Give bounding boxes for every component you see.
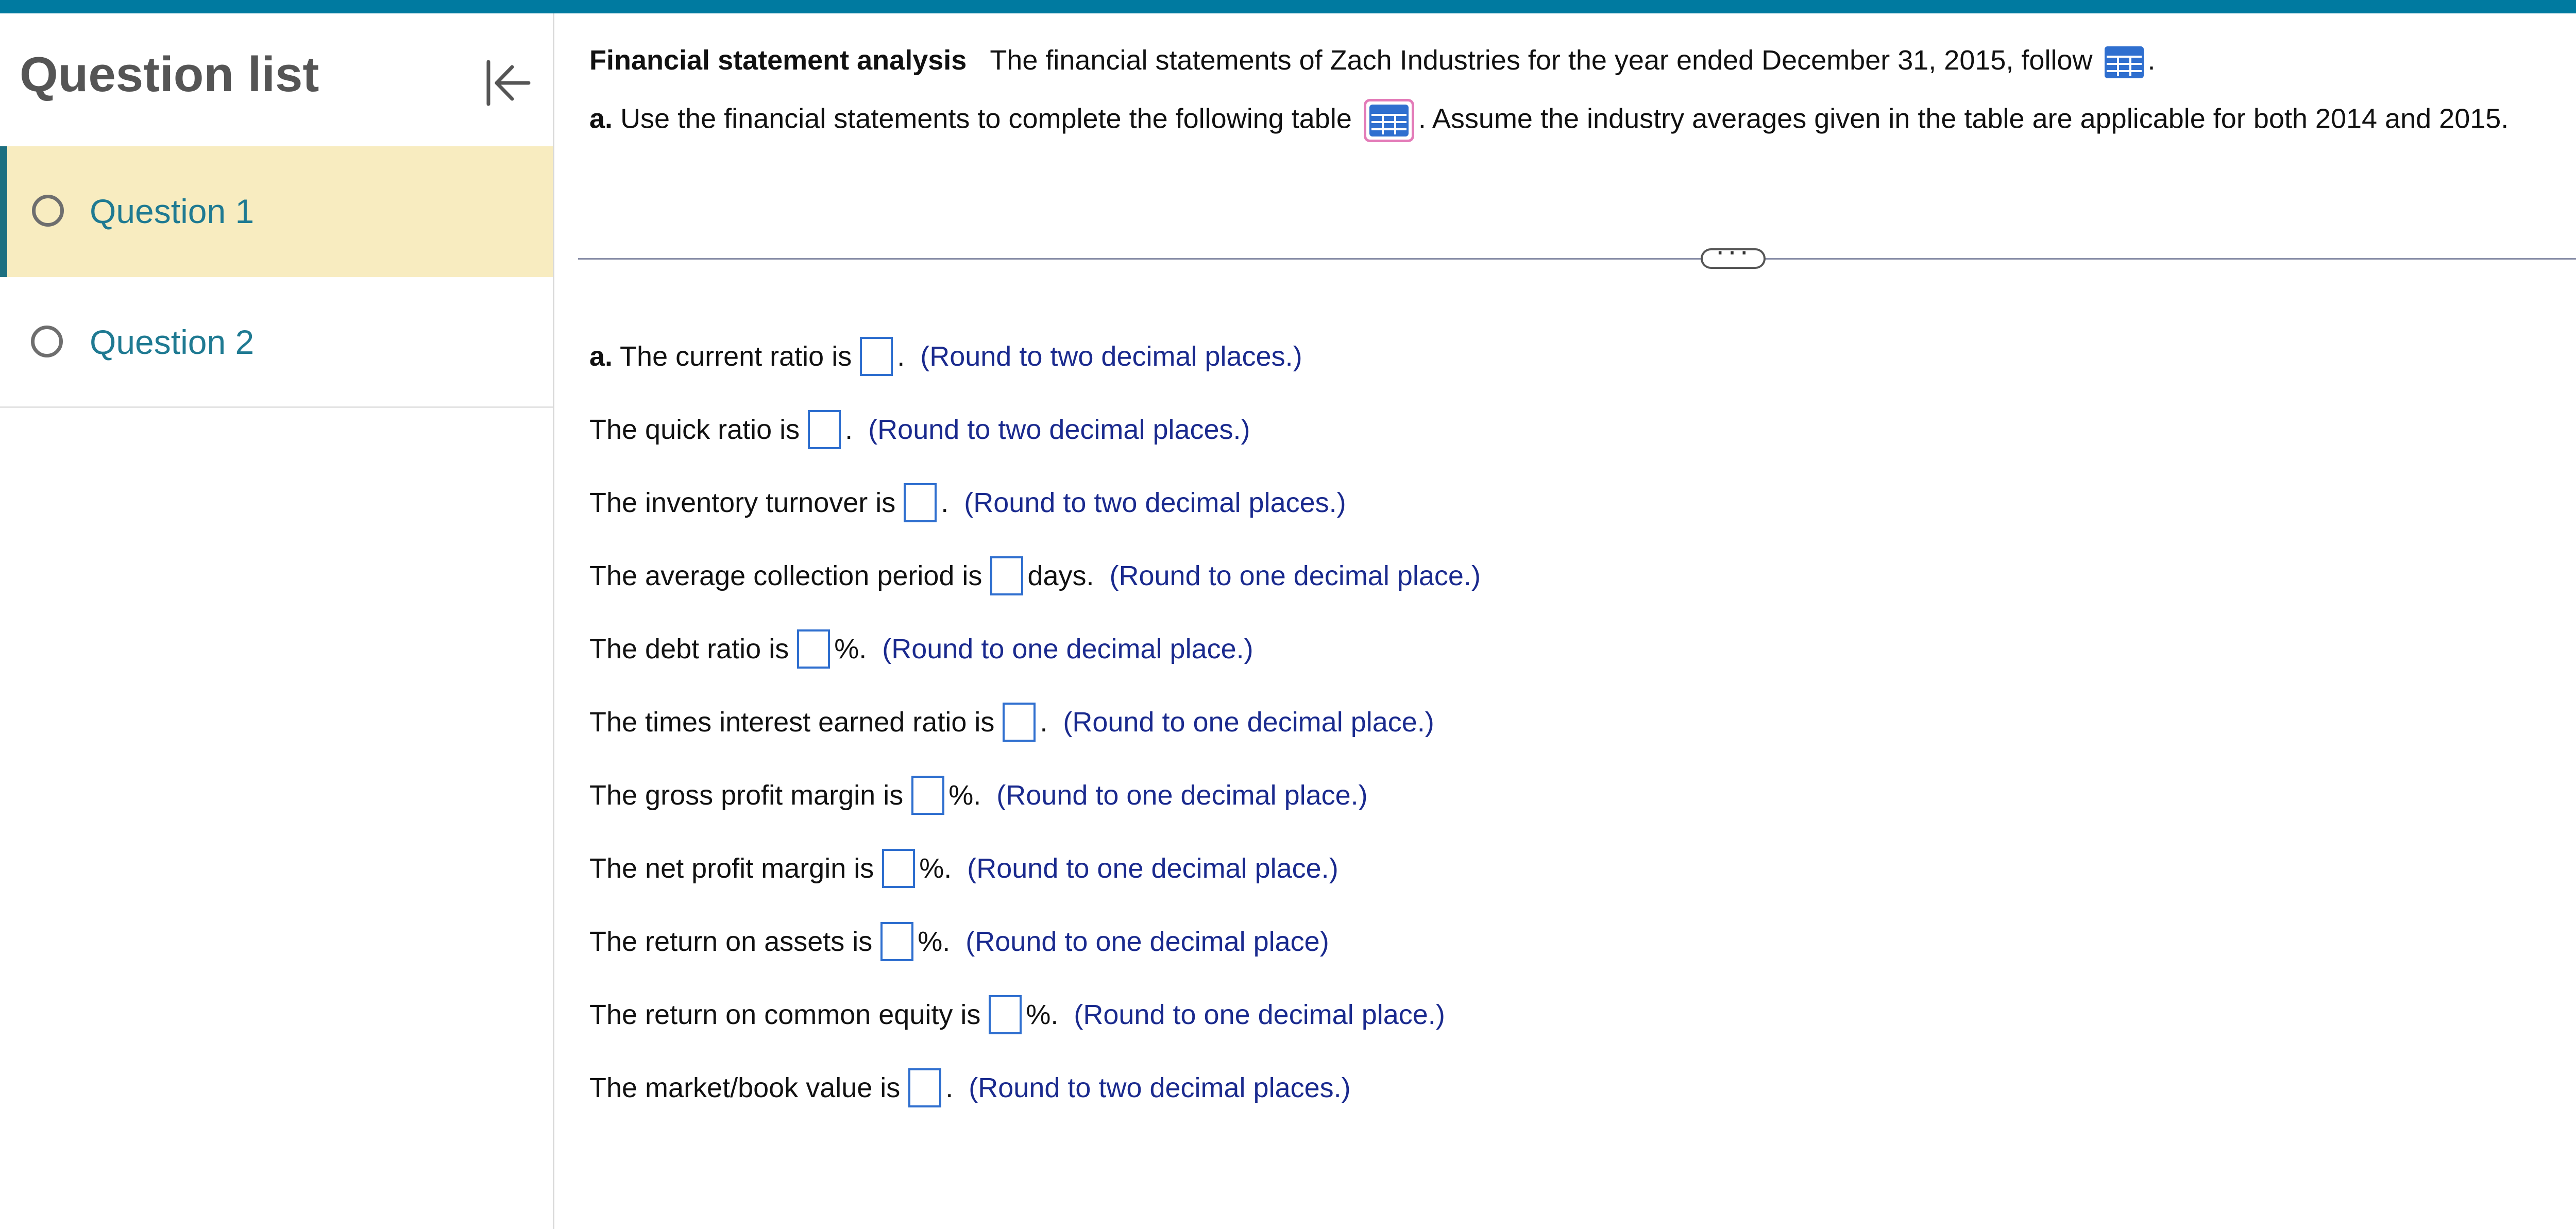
question-list-sidebar	[0, 13, 554, 1229]
question-row	[589, 483, 1346, 522]
rounding-hint: (Round to one decimal place.)	[996, 780, 1368, 811]
sidebar-item-question-1[interactable]	[0, 146, 553, 277]
problem-intro-text: The financial statements of Zach Industries for the year ended December 31, 2015, follow	[990, 45, 2093, 76]
expand-more-button[interactable]	[1701, 234, 1766, 269]
answer-suffix: .	[945, 1072, 954, 1103]
question-label: The times interest earned ratio is	[589, 707, 995, 738]
sidebar-item-label: Question 1	[90, 192, 255, 230]
rounding-hint: (Round to two decimal places.)	[969, 1072, 1351, 1103]
table-grid-icon[interactable]	[1364, 99, 1414, 142]
problem-intro: Financial statement analysis The financial statements of Zach Industries for the year ended December 31, 2015, follow .	[589, 44, 2156, 78]
answer-input[interactable]	[860, 337, 893, 376]
question-row	[589, 995, 1445, 1034]
sidebar-title: Question list	[20, 47, 319, 102]
sidebar-item-question-2[interactable]	[0, 277, 553, 408]
answer-input[interactable]	[908, 1068, 941, 1107]
answer-suffix: %.	[918, 926, 951, 957]
answer-suffix: .	[897, 341, 905, 372]
question-label: The average collection period is	[589, 560, 982, 591]
main-content	[554, 13, 2576, 1229]
answer-suffix: days.	[1027, 560, 1094, 591]
problem-part-a	[589, 99, 2509, 142]
question-row	[589, 337, 1302, 376]
question-label: The market/book value is	[589, 1072, 901, 1103]
answer-suffix: %.	[919, 853, 952, 884]
question-row	[589, 849, 1338, 888]
question-label: The debt ratio is	[589, 634, 789, 664]
question-row	[589, 1068, 1351, 1107]
question-row	[589, 922, 1329, 961]
rounding-hint: (Round to one decimal place.)	[1063, 707, 1434, 738]
answer-input[interactable]	[808, 410, 841, 449]
question-prefix: a.	[589, 341, 613, 372]
sidebar-header	[0, 13, 553, 146]
table-grid-icon[interactable]	[2105, 46, 2144, 78]
question-label: The gross profit margin is	[589, 780, 904, 811]
answer-input[interactable]	[911, 776, 944, 815]
radio-unchecked-icon	[32, 195, 64, 227]
answer-suffix: .	[845, 414, 853, 445]
answer-suffix: .	[941, 487, 949, 518]
rounding-hint: (Round to one decimal place.)	[882, 634, 1253, 664]
answer-input[interactable]	[904, 483, 937, 522]
rounding-hint: (Round to one decimal place.)	[967, 853, 1338, 884]
question-label: The return on common equity is	[589, 999, 981, 1030]
more-dots-icon: ···	[1715, 234, 1751, 268]
rounding-hint: (Round to two decimal places.)	[868, 414, 1250, 445]
answer-suffix: .	[1040, 707, 1048, 738]
part-a-text: Use the financial statements to complete the following table	[620, 103, 1352, 134]
question-label: The current ratio is	[620, 341, 852, 372]
answer-input[interactable]	[989, 995, 1022, 1034]
question-label: The inventory turnover is	[589, 487, 896, 518]
question-row	[589, 629, 1253, 669]
rounding-hint: (Round to two decimal places.)	[964, 487, 1346, 518]
rounding-hint: (Round to one decimal place.)	[1109, 560, 1481, 591]
collapse-sidebar-button[interactable]	[479, 55, 536, 111]
question-row	[589, 776, 1368, 815]
collapse-left-icon	[479, 55, 536, 111]
question-label: The return on assets is	[589, 926, 873, 957]
answer-suffix: %.	[1026, 999, 1059, 1030]
part-a-prefix: a.	[589, 103, 613, 134]
radio-unchecked-icon	[31, 326, 63, 357]
answer-suffix: %.	[834, 634, 867, 664]
answer-input[interactable]	[1003, 703, 1036, 742]
part-a-suffix: . Assume the industry averages given in the table are applicable for both 2014 and 2015.	[1418, 103, 2509, 134]
top-accent-bar	[0, 0, 2576, 13]
rounding-hint: (Round to one decimal place)	[965, 926, 1329, 957]
question-label: The quick ratio is	[589, 414, 800, 445]
question-row	[589, 556, 1481, 595]
sidebar-item-label: Question 2	[90, 323, 255, 361]
section-divider	[578, 258, 2576, 260]
answer-input[interactable]	[990, 556, 1023, 595]
question-row	[589, 410, 1250, 449]
problem-heading: Financial statement analysis	[589, 45, 967, 76]
question-row	[589, 703, 1434, 742]
rounding-hint: (Round to one decimal place.)	[1074, 999, 1445, 1030]
answer-input[interactable]	[882, 849, 915, 888]
answer-input[interactable]	[797, 629, 830, 669]
rounding-hint: (Round to two decimal places.)	[920, 341, 1302, 372]
answer-input[interactable]	[880, 922, 913, 961]
answer-suffix: %.	[948, 780, 981, 811]
question-label: The net profit margin is	[589, 853, 874, 884]
